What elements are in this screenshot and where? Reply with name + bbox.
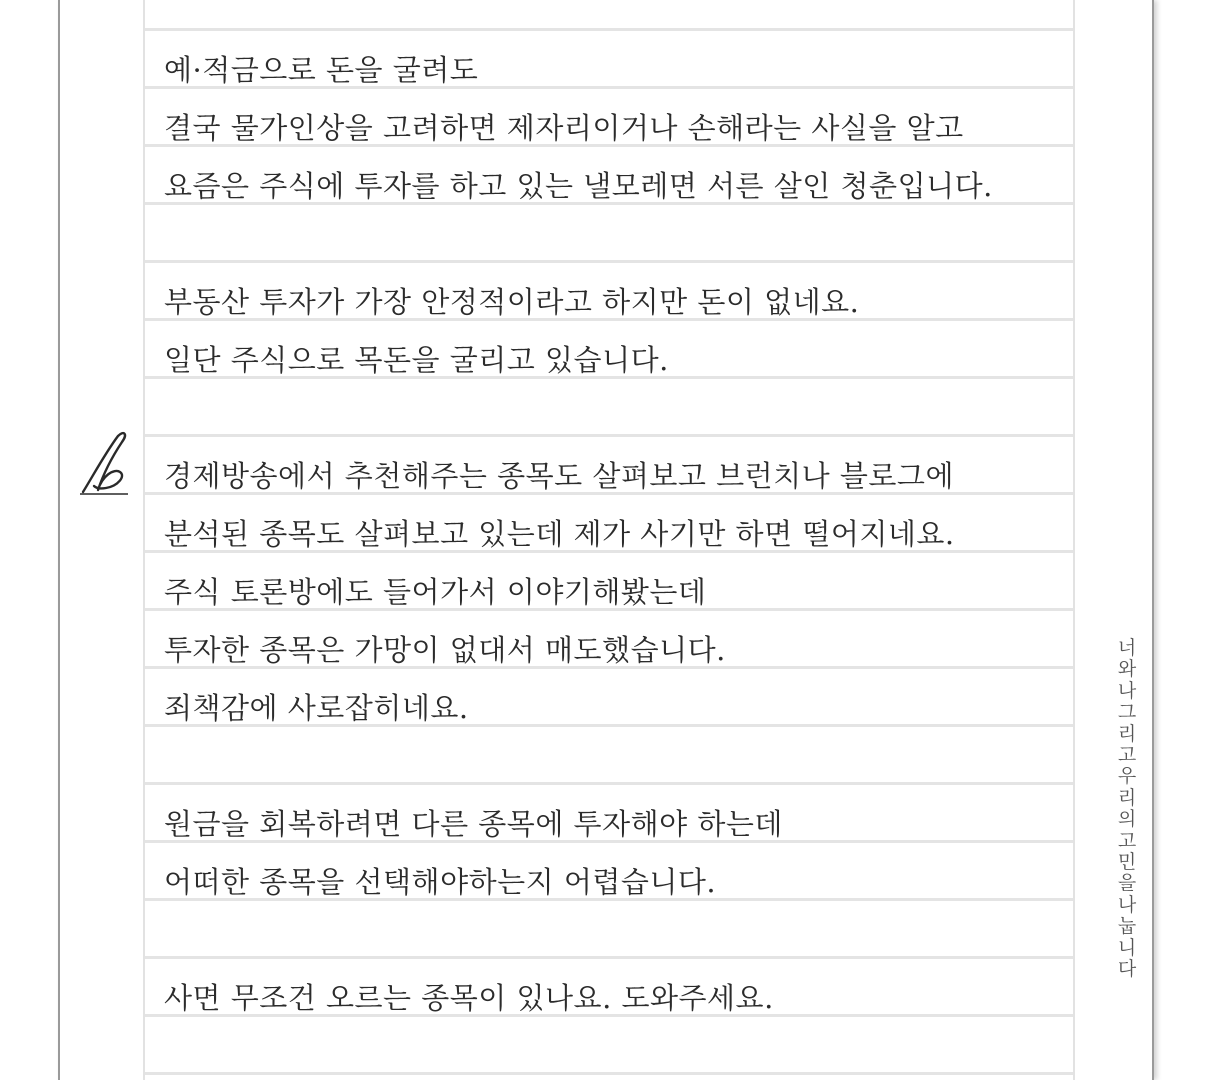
letter-line-6: 경제방송에서 추천해주는 종목도 살펴보고 브런치나 블로그에 xyxy=(164,459,954,493)
rule-line xyxy=(145,260,1073,263)
letter-line-11: 원금을 회복하려면 다른 종목에 투자해야 하는데 xyxy=(164,807,783,841)
handwritten-b-logo-icon xyxy=(76,428,132,500)
letter-line-3: 요즘은 주식에 투자를 하고 있는 낼모레면 서른 살인 청춘입니다. xyxy=(164,169,993,203)
letter-line-7: 분석된 종목도 살펴보고 있는데 제가 사기만 하면 떨어지네요. xyxy=(164,517,955,551)
letter-line-9: 투자한 종목은 가망이 없대서 매도했습니다. xyxy=(164,633,726,667)
side-vertical-title: 너와 나 그리고 우리의 고민을 나눕니다 xyxy=(1117,637,1137,981)
rule-line xyxy=(145,1072,1073,1075)
letter-line-10: 죄책감에 사로잡히네요. xyxy=(164,691,469,725)
rule-line xyxy=(145,956,1073,959)
letter-line-5: 일단 주식으로 목돈을 굴리고 있습니다. xyxy=(164,343,669,377)
letter-line-12: 어떠한 종목을 선택해야하는지 어렵습니다. xyxy=(164,865,717,899)
letter-line-2: 결국 물가인상을 고려하면 제자리이거나 손해라는 사실을 알고 xyxy=(164,111,964,145)
letter-line-13: 사면 무조건 오르는 종목이 있나요. 도와주세요. xyxy=(164,981,774,1015)
letter-line-1: 예·적금으로 돈을 굴려도 xyxy=(164,53,479,87)
letter-line-4: 부동산 투자가 가장 안정적이라고 하지만 돈이 없네요. xyxy=(164,285,860,319)
rule-line xyxy=(145,782,1073,785)
letter-line-8: 주식 토론방에도 들어가서 이야기해봤는데 xyxy=(164,575,707,609)
rule-line xyxy=(145,434,1073,437)
rule-line xyxy=(145,28,1073,31)
